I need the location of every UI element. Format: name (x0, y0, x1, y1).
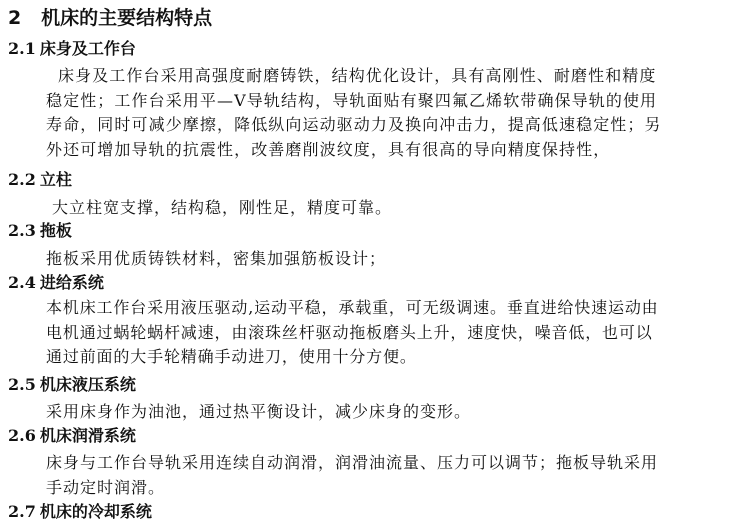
section-heading-2-5 (8, 374, 136, 396)
section-number: 2.1 (8, 39, 36, 58)
section-title: 进给系统 (39, 273, 104, 292)
body-line: 床身及工作台采用高强度耐磨铸铁，结构优化设计，具有高刚性、耐磨性和精度 (58, 66, 657, 85)
section-number: 2.3 (8, 221, 36, 240)
section-heading-2-3 (8, 220, 72, 242)
section-title: 机床的冷却系统 (39, 502, 152, 521)
section-title: 拖板 (39, 221, 72, 240)
section-2-3-body (46, 247, 386, 271)
section-number: 2.2 (8, 170, 36, 189)
section-title: 机床液压系统 (39, 375, 136, 394)
body-line: 通过前面的大手轮精确手动进刀，使用十分方便。 (46, 347, 417, 366)
section-2-6-body (46, 451, 658, 500)
body-line: 拖板采用优质铸铁材料，密集加强筋板设计； (46, 249, 387, 268)
section-heading-2-4 (8, 272, 104, 294)
section-number: 2.5 (8, 375, 36, 394)
section-2-2-body (52, 196, 392, 220)
body-line: 外还可增加导轨的抗震性，改善磨削波纹度，具有很高的导向精度保持性， (46, 139, 611, 159)
chapter-number: 2 (8, 7, 22, 29)
body-line: 手动定时润滑。 (46, 477, 166, 497)
section-heading-2-7 (8, 501, 152, 523)
chapter-title: 机床的主要结构特点 (41, 7, 213, 29)
section-title: 立柱 (39, 170, 72, 189)
section-heading-2-6 (8, 425, 136, 447)
section-number: 2.7 (8, 502, 36, 521)
chapter-heading (8, 4, 212, 32)
body-line: 寿命，同时可减少摩擦，降低纵向运动驱动力及换向冲击力，提高低速稳定性；另 (46, 115, 662, 134)
body-line: 床身与工作台导轨采用连续自动润滑，润滑油流量、压力可以调节；拖板导轨采用 (46, 453, 659, 472)
section-number: 2.6 (8, 426, 36, 445)
body-line: 稳定性；工作台采用平—V导轨结构，导轨面贴有聚四氟乙烯软带确保导轨的使用 (46, 90, 658, 110)
section-title: 机床润滑系统 (39, 426, 136, 445)
section-heading-2-1 (8, 38, 136, 60)
section-2-4-body (46, 296, 659, 370)
section-title: 床身及工作台 (39, 39, 136, 58)
section-2-1-body (46, 64, 662, 162)
section-number: 2.4 (8, 273, 36, 292)
body-line: 本机床工作台采用液压驱动,运动平稳，承载重，可无级调速。垂直进给快速运动由 (46, 298, 659, 317)
body-line: 采用床身作为油池，通过热平衡设计，减少床身的变形。 (46, 402, 472, 421)
section-2-5-body (46, 400, 471, 424)
body-line: 大立柱宽支撑，结构稳，刚性足，精度可靠。 (52, 198, 393, 217)
body-line: 电机通过蜗轮蜗杆减速，由滚珠丝杆驱动拖板磨头上升，速度快，噪音低，也可以 (46, 322, 653, 342)
section-heading-2-2 (8, 169, 72, 191)
